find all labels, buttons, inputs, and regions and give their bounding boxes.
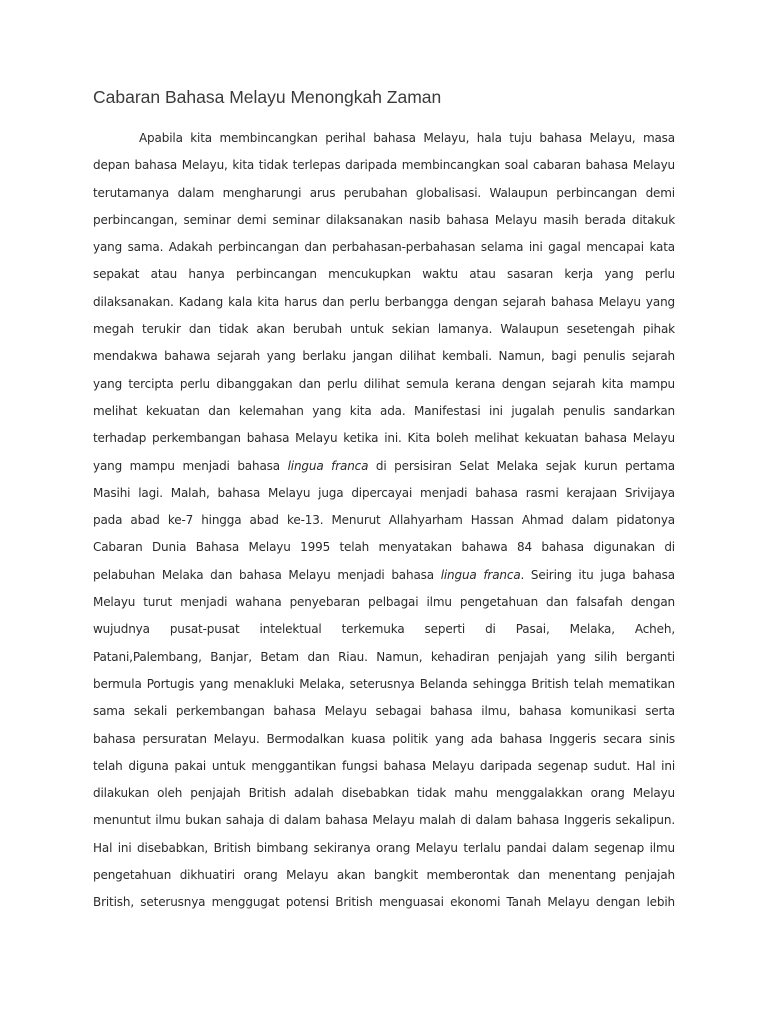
paragraph-line: pada abad ke-7 hingga abad ke-13. Menurut Allahyarham Hassan Ahmad dalam pidatonya <box>93 513 675 528</box>
italic-term: lingua franca <box>287 458 369 473</box>
line-text: pelabuhan Melaka dan bahasa Melayu menjadi bahasa <box>93 567 441 582</box>
paragraph-line: yang tercipta perlu dibanggakan dan perlu dilihat semula kerana dengan sejarah kita mampu <box>93 376 675 391</box>
line-text: di persisiran Selat Melaka sejak kurun pertama <box>368 458 675 473</box>
paragraph-line: Masihi lagi. Malah, bahasa Melayu juga dipercayai menjadi bahasa rasmi kerajaan Srivijaya <box>93 485 675 500</box>
paragraph-line: melihat kekuatan dan kelemahan yang kita ada. Manifestasi ini jugalah penulis sandarkan <box>93 403 675 418</box>
paragraph-line: Apabila kita membincangkan perihal bahasa Melayu, hala tuju bahasa Melayu, masa <box>139 131 675 145</box>
paragraph-line: wujudnya pusat-pusat intelektual terkemuka seperti di Pasai, Melaka, Acheh, <box>93 622 675 637</box>
paragraph-line: menuntut ilmu bukan sahaja di dalam bahasa Melayu malah di dalam bahasa Inggeris sekalipun. <box>93 813 675 828</box>
paragraph-line: Hal ini disebabkan, British bimbang sekiranya orang Melayu terlalu pandai dalam segenap ilmu <box>93 840 675 855</box>
paragraph-line: Melayu turut menjadi wahana penyebaran pelbagai ilmu pengetahuan dan falsafah dengan <box>93 595 675 610</box>
paragraph-line: megah terukir dan tidak akan berubah untuk sekian lamanya. Walaupun sesetengah pihak <box>93 322 675 337</box>
paragraph-line: telah diguna pakai untuk menggantikan fungsi bahasa Melayu daripada segenap sudut. Hal ini <box>93 758 675 773</box>
paragraph-line: sepakat atau hanya perbincangan mencukupkan waktu atau sasaran kerja yang perlu <box>93 267 675 282</box>
paragraph-line: mendakwa bahawa sejarah yang berlaku jangan dilihat kembali. Namun, bagi penulis sejarah <box>93 349 675 364</box>
paragraph-line: pengetahuan dikhuatiri orang Melayu akan bangkit memberontak dan menentang penjajah <box>93 868 675 883</box>
paragraph-line: terhadap perkembangan bahasa Melayu ketika ini. Kita boleh melihat kekuatan bahasa Melayu <box>93 431 675 446</box>
paragraph-line: British, seterusnya menggugat potensi British menguasai ekonomi Tanah Melayu dengan lebih <box>93 895 675 910</box>
line-text: . Seiring itu juga bahasa <box>520 567 675 582</box>
paragraph-line: yang sama. Adakah perbincangan dan perbahasan-perbahasan selama ini gagal mencapai kata <box>93 240 675 255</box>
paragraph-line: sama sekali perkembangan bahasa Melayu sebagai bahasa ilmu, bahasa komunikasi serta <box>93 704 675 719</box>
paragraph-line: bahasa persuratan Melayu. Bermodalkan kuasa politik yang ada bahasa Inggeris secara sinis <box>93 731 675 746</box>
paragraph-line <box>93 562 675 589</box>
body-paragraph <box>93 125 675 917</box>
italic-term: lingua franca <box>440 567 521 582</box>
paragraph-line: depan bahasa Melayu, kita tidak terlepas daripada membincangkan soal cabaran bahasa Melayu <box>93 158 675 173</box>
paragraph-line: bermula Portugis yang menakluki Melaka, seterusnya Belanda sehingga British telah mematikan <box>93 676 675 691</box>
document-title: Cabaran Bahasa Melayu Menongkah Zaman <box>93 87 442 107</box>
line-text: yang mampu menjadi bahasa <box>93 458 288 473</box>
paragraph-line: perbincangan, seminar demi seminar dilaksanakan nasib bahasa Melayu masih berada ditakuk <box>93 212 675 227</box>
paragraph-line <box>93 453 675 480</box>
paragraph-line: dilakukan oleh penjajah British adalah disebabkan tidak mahu menggalakkan orang Melayu <box>93 786 675 801</box>
paragraph-line: dilaksanakan. Kadang kala kita harus dan perlu berbangga dengan sejarah bahasa Melayu yang <box>93 294 675 309</box>
paragraph-line: Patani,Palembang, Banjar, Betam dan Riau. Namun, kehadiran penjajah yang silih berganti <box>93 649 675 664</box>
paragraph-line: terutamanya dalam mengharungi arus perubahan globalisasi. Walaupun perbincangan demi <box>93 185 675 200</box>
paragraph-line: Cabaran Dunia Bahasa Melayu 1995 telah menyatakan bahawa 84 bahasa digunakan di <box>93 540 675 555</box>
